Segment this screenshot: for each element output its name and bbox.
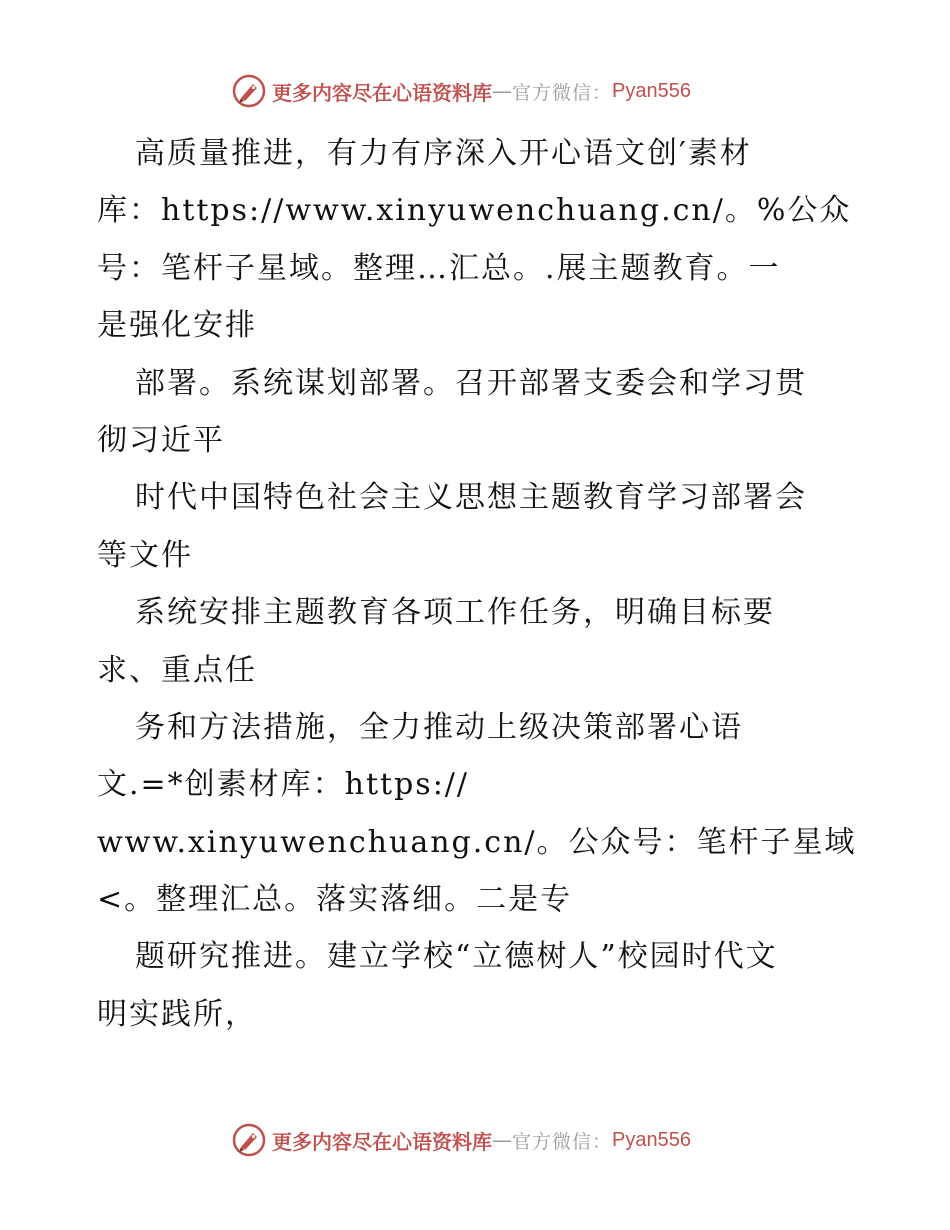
banner-title: 更多内容尽在心语资料库 — [272, 80, 492, 105]
text-line: 库：https://www.xinyuwenchuang.cn/。%公众 — [97, 193, 852, 229]
text-line: 题研究推进。建立学校“立德树人”校园时代文 — [135, 939, 778, 975]
banner-subtitle: 官方微信： — [512, 81, 613, 104]
text-line: 务和方法措施，全力推动上级决策部署心语 — [135, 709, 743, 745]
pen-nib-logo-icon — [232, 74, 266, 108]
banner-separator: — — [492, 1128, 512, 1152]
text-line: 彻习近平 — [97, 422, 225, 458]
text-line: 部署。系统谋划部署。召开部署支委会和学习贯 — [135, 365, 807, 401]
text-line: <。整理汇总。落实落细。二是专 — [97, 882, 573, 918]
banner-wechat-id: Pyan556 — [612, 79, 691, 102]
text-line: www.xinyuwenchuang.cn/。公众号：笔杆子星域 — [97, 824, 857, 860]
text-line: 明实践所， — [97, 996, 257, 1032]
text-line: 是强化安排 — [97, 308, 257, 344]
banner-subtitle: 官方微信： — [512, 1130, 613, 1153]
text-line: 时代中国特色社会主义思想主题教育学习部署会 — [135, 480, 807, 516]
banner-title: 更多内容尽在心语资料库 — [272, 1129, 492, 1154]
pen-nib-logo-icon — [232, 1123, 266, 1157]
document-body — [97, 125, 867, 1043]
text-line: 求、重点任 — [97, 652, 257, 688]
text-line: 文.=*创素材库：https:// — [97, 767, 470, 803]
text-line: 高质量推进，有力有序深入开心语文创′素材 — [135, 136, 752, 171]
banner-wechat-id: Pyan556 — [612, 1128, 691, 1151]
text-line: 号：笔杆子星域。整理…汇总。.展主题教育。一 — [97, 250, 781, 286]
text-line: 系统安排主题教育各项工作任务，明确目标要 — [135, 595, 775, 631]
banner-separator: — — [492, 79, 512, 103]
footer-banner — [232, 1120, 691, 1160]
text-line: 等文件 — [97, 537, 193, 573]
header-banner — [232, 71, 691, 111]
